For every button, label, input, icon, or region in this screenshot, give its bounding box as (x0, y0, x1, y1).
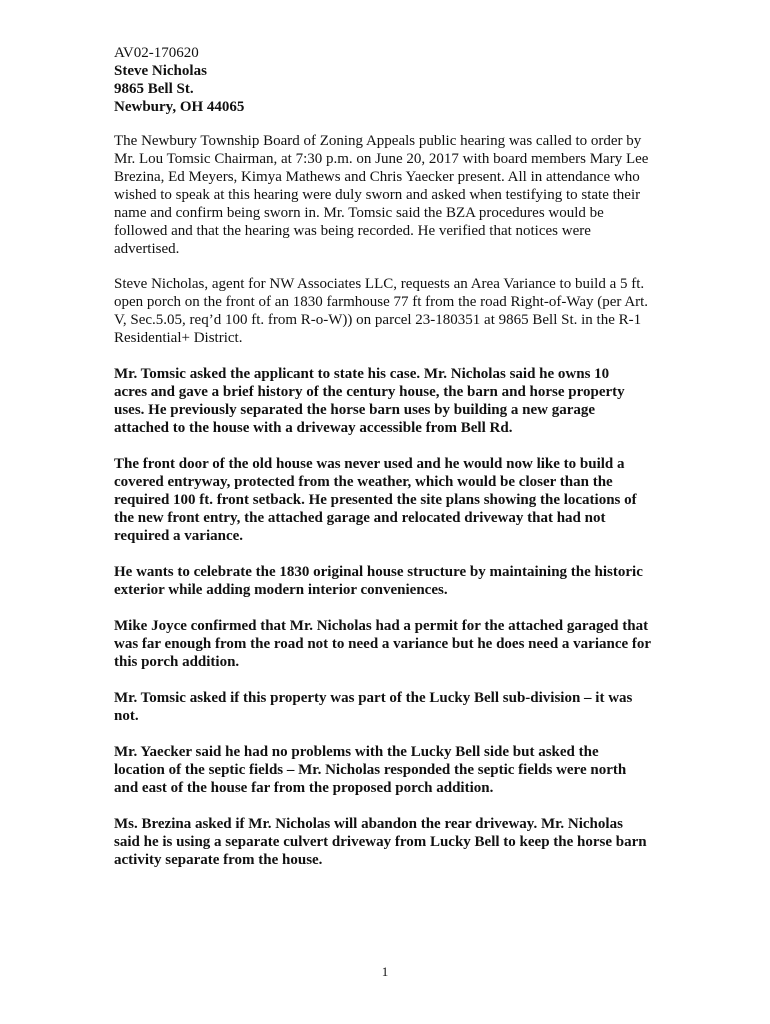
paragraph-rear-driveway: Ms. Brezina asked if Mr. Nicholas will abandon the rear driveway. Mr. Nicholas said he is using a separate culvert driveway from Lucky Bell to keep the horse barn activity separate from the house. (114, 816, 647, 868)
paragraph-front-door: The front door of the old house was never used and he would now like to build a covered entryway, protected from the weather, which would be closer than the required 100 ft. front setback. He presented the site plans showing the locations of the new front entry, the attached garage and relocated driveway that had not required a variance. (114, 456, 637, 544)
paragraph-variance-request: Steve Nicholas, agent for NW Associates LLC, requests an Area Variance to build a 5 ft. open porch on the front of an 1830 farmhouse 77 ft from the road Right-of-Way (per Art. V, Sec.5.05, req’d 100 ft. from R-o-W)) on parcel 23-180351 at 9865 Bell St. in the R-1 Residential+ District. (114, 276, 649, 346)
header-block (114, 44, 674, 116)
paragraph-applicant-case: Mr. Tomsic asked the applicant to state his case. Mr. Nicholas said he owns 10 acres and gave a brief history of the century house, the barn and horse property uses. He previously separated the horse barn uses by building a new garage attached to the house with a driveway accessible from Bell Rd. (114, 366, 625, 436)
paragraph-hearing-intro: The Newbury Township Board of Zoning Appeals public hearing was called to order by Mr. Lou Tomsic Chairman, at 7:30 p.m. on June 20, 2017 with board members Mary Lee Brezina, Ed Meyers, Kimya Mathews and Chris Yaecker present. All in attendance who wished to speak at this hearing were duly sworn and asked when testifying to state their name and confirm being sworn in. Mr. Tomsic said the BZA procedures would be followed and that the hearing was being recorded. He verified that notices were advertised. (114, 133, 649, 257)
paragraph-mike-joyce: Mike Joyce confirmed that Mr. Nicholas had a permit for the attached garaged that was far enough from the road not to need a variance but he does need a variance for this porch addition. (114, 618, 652, 670)
paragraph-celebrate-house: He wants to celebrate the 1830 original house structure by maintaining the historic exterior while adding modern interior conveniences. (114, 564, 643, 598)
applicant-city: Newbury, OH 44065 (114, 99, 245, 115)
page-number: 1 (381, 964, 389, 979)
applicant-street: 9865 Bell St. (114, 81, 194, 97)
paragraph-lucky-bell-subdivision: Mr. Tomsic asked if this property was part of the Lucky Bell sub-division – it was not. (114, 690, 633, 724)
applicant-name: Steve Nicholas (114, 63, 207, 79)
case-number: AV02-170620 (114, 45, 199, 61)
document-body (114, 44, 674, 869)
paragraph-septic-fields: Mr. Yaecker said he had no problems with the Lucky Bell side but asked the location of the septic fields – Mr. Nicholas responded the septic fields were north and east of the house far from the proposed porch addition. (114, 744, 627, 796)
